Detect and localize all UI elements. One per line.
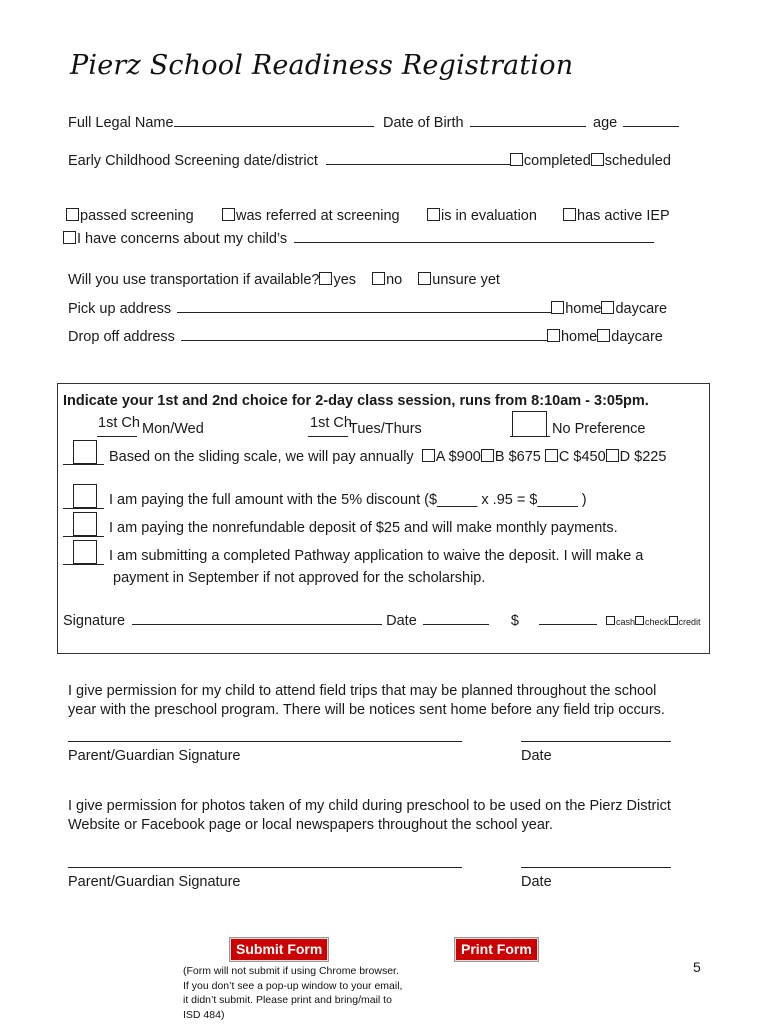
note-line-2: If you don’t see a pop-up window to your email,	[183, 979, 403, 992]
sliding-field	[63, 449, 104, 465]
full-name-row	[68, 114, 374, 131]
fieldtrip-text-2: year with the preschool program. There will be notices sent home before any field trip occurs.	[68, 702, 665, 718]
dropoff-daycare-checkbox[interactable]	[597, 329, 610, 342]
referred-item	[222, 208, 400, 224]
option-d-checkbox[interactable]	[606, 449, 619, 462]
dropoff-home-label: home	[560, 329, 598, 345]
cash-checkbox[interactable]	[606, 616, 615, 625]
pathway-field	[63, 549, 104, 565]
photos-text-2: Website or Facebook page or local newspapers throughout the school year.	[68, 817, 553, 833]
option-c-checkbox[interactable]	[545, 449, 558, 462]
fieldtrip-date-line[interactable]	[521, 741, 671, 742]
panel-heading: Indicate your 1st and 2nd choice for 2-day class session, runs from 8:10am - 3:05pm.	[63, 393, 649, 409]
iep-label: has active IEP	[577, 208, 670, 224]
fieldtrip-signature-label: Parent/Guardian Signature	[68, 748, 241, 764]
transport-yes-label: yes	[333, 272, 357, 288]
pickup-home-label: home	[565, 301, 602, 317]
dropoff-label: Drop off address	[68, 329, 175, 345]
photos-date-line[interactable]	[521, 867, 671, 868]
option-a-checkbox[interactable]	[422, 449, 435, 462]
concerns-checkbox[interactable]	[63, 231, 76, 244]
panel-signature-row	[63, 612, 701, 629]
concerns-row	[63, 230, 654, 247]
photos-date-label: Date	[521, 874, 552, 890]
fieldtrip-signature-line[interactable]	[68, 741, 462, 742]
option-c-label: C $450	[558, 449, 606, 465]
choice3-field	[510, 420, 550, 437]
option-b-label: B $675	[494, 449, 541, 465]
dob-field[interactable]	[470, 114, 586, 127]
concerns-label: I have concerns about my child’s	[77, 231, 288, 247]
full-name-field[interactable]	[174, 114, 374, 127]
note-line-1: (Form will not submit if using Chrome browser.	[183, 965, 399, 977]
sliding-label: Based on the sliding scale, we will pay annually	[109, 449, 414, 465]
credit-checkbox[interactable]	[669, 616, 678, 625]
check-checkbox[interactable]	[635, 616, 644, 625]
pickup-daycare-checkbox[interactable]	[601, 301, 614, 314]
option-d-label: D $225	[619, 449, 667, 465]
option-b-checkbox[interactable]	[481, 449, 494, 462]
dollar-label: $	[510, 613, 519, 629]
check-label: check	[645, 617, 669, 627]
iep-item	[563, 208, 670, 224]
age-row	[593, 114, 679, 131]
screening-row	[68, 152, 671, 169]
sliding-row	[109, 449, 666, 465]
iep-checkbox[interactable]	[563, 208, 576, 221]
choice1-label: Mon/Wed	[142, 421, 204, 437]
note-line-3: it didn’t submit. Please print and bring/mail to	[183, 994, 392, 1007]
passed-checkbox[interactable]	[66, 208, 79, 221]
page-title: Pierz School Readiness Registration	[70, 50, 574, 81]
evaluation-item	[427, 208, 537, 224]
transport-unsure-label: unsure yet	[432, 272, 500, 288]
screening-label: Early Childhood Screening date/district	[68, 153, 318, 169]
scheduled-label: scheduled	[604, 153, 671, 169]
transport-unsure-checkbox[interactable]	[418, 272, 431, 285]
completed-label: completed	[523, 153, 591, 169]
pickup-daycare-label: daycare	[615, 301, 668, 317]
amount-field[interactable]	[539, 612, 597, 625]
choice2-hint: 1st Ch	[310, 415, 352, 431]
concerns-field[interactable]	[294, 230, 654, 243]
cash-label: cash	[615, 617, 635, 627]
transport-question: Will you use transportation if available?	[68, 272, 320, 288]
panel-signature-field[interactable]	[132, 612, 382, 625]
option-a-label: A $900	[435, 449, 481, 465]
pickup-home-checkbox[interactable]	[551, 301, 564, 314]
full-amount-field	[63, 493, 104, 509]
deposit-label: I am paying the nonrefundable deposit of $25 and will make monthly payments.	[109, 520, 618, 536]
dropoff-daycare-label: daycare	[611, 329, 663, 345]
submit-form-button[interactable]: Submit Form	[230, 938, 328, 961]
dob-label: Date of Birth	[383, 115, 464, 131]
photos-signature-label: Parent/Guardian Signature	[68, 874, 241, 890]
dropoff-home-checkbox[interactable]	[547, 329, 560, 342]
transport-row	[68, 272, 500, 288]
deposit-field	[63, 521, 104, 537]
transport-yes-checkbox[interactable]	[319, 272, 332, 285]
evaluation-label: is in evaluation	[441, 208, 537, 224]
transport-no-label: no	[386, 272, 403, 288]
referred-label: was referred at screening	[236, 208, 400, 224]
dropoff-row	[68, 328, 663, 345]
choice2-field[interactable]	[308, 420, 348, 437]
panel-date-label: Date	[386, 613, 417, 629]
screening-field[interactable]	[326, 152, 510, 165]
scheduled-checkbox[interactable]	[591, 153, 604, 166]
pathway-line-1: I am submitting a completed Pathway application to waive the deposit. I will make a	[109, 548, 644, 564]
passed-label: passed screening	[80, 208, 194, 224]
fieldtrip-text-1: I give permission for my child to attend field trips that may be planned throughout the school	[68, 683, 657, 699]
dropoff-field[interactable]	[181, 328, 547, 341]
screening-status-row	[66, 208, 194, 224]
dob-row	[383, 114, 586, 131]
choice2-label: Tues/Thurs	[349, 421, 422, 437]
panel-date-field[interactable]	[423, 612, 489, 625]
pickup-row	[68, 300, 667, 317]
full-amount-label: I am paying the full amount with the 5% discount ($_____ x .95 = $_____ )	[109, 492, 587, 508]
panel-signature-label: Signature	[63, 613, 126, 629]
photos-signature-line[interactable]	[68, 867, 462, 868]
transport-no-checkbox[interactable]	[372, 272, 385, 285]
print-form-button[interactable]: Print Form	[455, 938, 538, 961]
evaluation-checkbox[interactable]	[427, 208, 440, 221]
age-label: age	[593, 115, 618, 131]
choice1-hint: 1st Ch	[98, 415, 140, 431]
note-line-4: ISD 484)	[183, 1008, 225, 1021]
page-number: 5	[693, 959, 701, 975]
fieldtrip-date-label: Date	[521, 748, 552, 764]
full-name-label: Full Legal Name	[68, 115, 174, 131]
completed-checkbox[interactable]	[510, 153, 523, 166]
referred-checkbox[interactable]	[222, 208, 235, 221]
choice3-label: No Preference	[552, 421, 646, 437]
age-field[interactable]	[623, 114, 679, 127]
choice1-field[interactable]	[97, 420, 137, 437]
pickup-field[interactable]	[177, 300, 551, 313]
photos-text-1: I give permission for photos taken of my child during preschool to be used on the Pierz District	[68, 798, 671, 814]
pickup-label: Pick up address	[68, 301, 172, 317]
submit-note	[183, 964, 402, 1022]
credit-label: credit	[678, 617, 701, 627]
pathway-line-2: payment in September if not approved for the scholarship.	[113, 570, 486, 586]
